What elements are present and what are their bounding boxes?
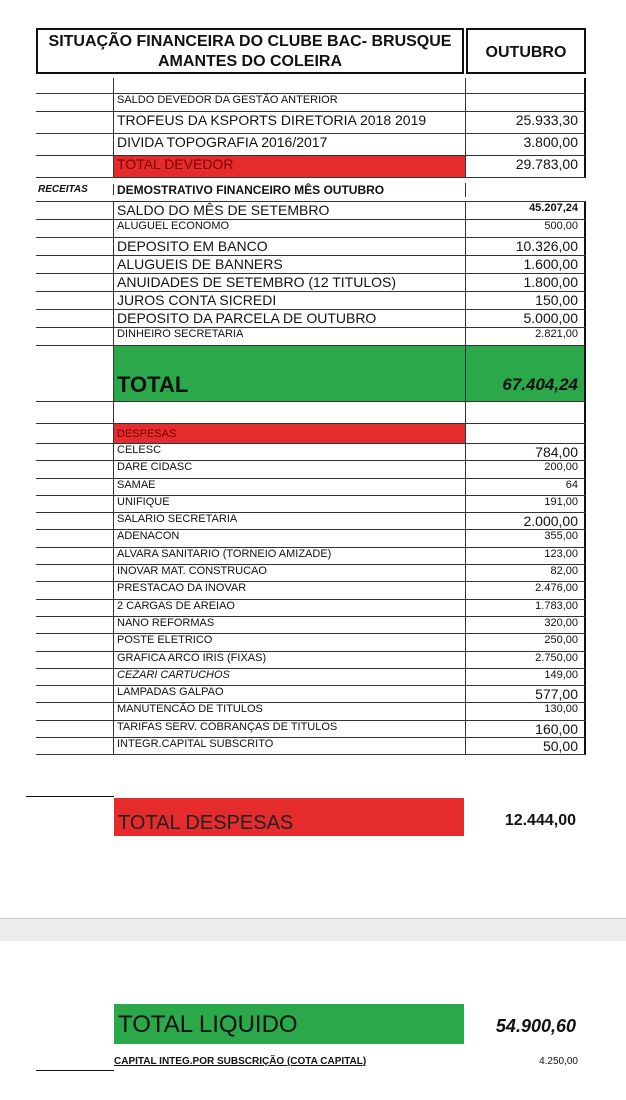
debt-total-label: TOTAL DEVEDOR — [114, 156, 466, 177]
row-value: 150,00 — [466, 292, 586, 309]
row-label: DARE CIDASC — [114, 461, 466, 477]
debt-total-row — [36, 156, 586, 178]
net-total-label: TOTAL LIQUIDO — [114, 1004, 464, 1044]
row-value: 320,00 — [466, 617, 586, 633]
row-value: 82,00 — [466, 565, 586, 581]
row-label: DEPOSITO DA PARCELA DE OUTUBRO — [114, 310, 466, 327]
row-label: CEZARI CARTUCHOS — [114, 669, 466, 685]
income-row — [36, 292, 586, 310]
debt-row — [36, 112, 586, 134]
row-label: SAMAE — [114, 479, 466, 495]
capital-label: CAPITAL INTEG.POR SUBSCRIÇÃO (COTA CAPITAL) — [114, 1056, 367, 1067]
expense-row — [36, 582, 586, 599]
expense-row — [36, 617, 586, 634]
total-expenses-value: 12.444,00 — [504, 812, 576, 829]
expense-row — [36, 652, 586, 669]
month-header: OUTUBRO — [466, 28, 586, 74]
page-separator — [0, 918, 626, 941]
row-value — [466, 94, 586, 111]
row-label: ALUGUEIS DE BANNERS — [114, 256, 466, 273]
row-label: JUROS CONTA SICREDI — [114, 292, 466, 309]
row-value: 2.750,00 — [466, 652, 586, 668]
income-row — [36, 220, 586, 238]
expense-row — [36, 548, 586, 565]
row-value: 500,00 — [466, 220, 586, 237]
divider — [36, 1070, 114, 1071]
expense-row — [36, 461, 586, 478]
row-label: PRESTACAO DA INOVAR — [114, 582, 466, 598]
row-value: 200,00 — [466, 461, 586, 477]
income-row — [36, 256, 586, 274]
financial-table — [36, 78, 586, 755]
income-row — [36, 274, 586, 292]
row-value: 130,00 — [466, 703, 586, 719]
expense-row — [36, 565, 586, 582]
row-value: 123,00 — [466, 548, 586, 564]
row-value: 2.476,00 — [466, 582, 586, 598]
row-label: GRAFICA ARCO IRIS (FIXAS) — [114, 652, 466, 668]
row-value: 25.933,30 — [466, 112, 586, 133]
row-value: 64 — [466, 479, 586, 495]
expense-row — [36, 738, 586, 755]
row-value: 149,00 — [466, 669, 586, 685]
row-label: CELESC — [114, 444, 466, 460]
row-label: LAMPADAS GALPAO — [114, 686, 466, 702]
row-value: 1.783,00 — [466, 600, 586, 616]
row-value: 1.600,00 — [466, 256, 586, 273]
debt-row — [36, 94, 586, 112]
title-line-2: AMANTES DO COLEIRA — [158, 53, 342, 70]
row-label: ADENACON — [114, 530, 466, 546]
row-label: INOVAR MAT. CONSTRUCAO — [114, 565, 466, 581]
row-label: DIVIDA TOPOGRAFIA 2016/2017 — [114, 134, 466, 155]
debt-row — [36, 134, 586, 156]
debt-total-value: 29.783,00 — [466, 156, 586, 177]
row-label: DINHEIRO SECRETARIA — [114, 328, 466, 345]
expense-row — [36, 444, 586, 461]
row-value: 3.800,00 — [466, 134, 586, 155]
row-value: 50,00 — [466, 738, 586, 754]
expense-heading: DESPESAS — [114, 424, 466, 443]
expense-row — [36, 669, 586, 686]
income-total-label: TOTAL — [114, 346, 466, 401]
row-label: ALVARA SANITARIO (TORNEIO AMIZADE) — [114, 548, 466, 564]
net-total-value: 54.900,60 — [495, 1016, 576, 1036]
expense-row — [36, 721, 586, 738]
expense-row — [36, 513, 586, 530]
expense-row — [36, 600, 586, 617]
income-total-value: 67.404,24 — [466, 346, 586, 401]
report-title — [36, 28, 464, 74]
row-value: 2.821,00 — [466, 328, 586, 345]
row-value: 1.800,00 — [466, 274, 586, 291]
row-label: INTEGR.CAPITAL SUBSCRITO — [114, 738, 466, 754]
row-value: 784,00 — [466, 444, 586, 460]
expense-heading-row — [36, 424, 586, 444]
row-label: 2 CARGAS DE AREIAO — [114, 600, 466, 616]
income-row — [36, 328, 586, 346]
row-label: ALUGUEL ECONOMO — [114, 220, 466, 237]
row-value: 10.326,00 — [466, 238, 586, 255]
capital-value: 4.250,00 — [539, 1056, 578, 1067]
expense-row — [36, 703, 586, 720]
row-label: NANO REFORMAS — [114, 617, 466, 633]
expense-row — [36, 496, 586, 513]
row-value: 250,00 — [466, 634, 586, 650]
row-label: SALDO DEVEDOR DA GESTÃO ANTERIOR — [114, 94, 466, 111]
income-row — [36, 310, 586, 328]
row-label: SALARIO SECRETARIA — [114, 513, 466, 529]
income-row — [36, 238, 586, 256]
spacer-row — [36, 78, 586, 94]
row-label: SALDO DO MÊS DE SETEMBRO — [114, 202, 466, 219]
row-label: DEPOSITO EM BANCO — [114, 238, 466, 255]
row-label: MANUTENCÃO DE TITULOS — [114, 703, 466, 719]
expense-row — [36, 479, 586, 496]
row-label: UNIFIQUE — [114, 496, 466, 512]
row-value: 45.207,24 — [466, 202, 586, 219]
divider — [26, 796, 114, 797]
spacer-row — [36, 402, 586, 424]
row-value: 160,00 — [466, 721, 586, 737]
expense-row — [36, 634, 586, 651]
receitas-label: RECEITAS — [36, 184, 114, 195]
expense-row — [36, 686, 586, 703]
row-value: 2.000,00 — [466, 513, 586, 529]
row-label: ANUIDADES DE SETEMBRO (12 TITULOS) — [114, 274, 466, 291]
row-value: 5.000,00 — [466, 310, 586, 327]
income-heading: DEMOSTRATIVO FINANCEIRO MÊS OUTUBRO — [114, 183, 466, 197]
income-row — [36, 202, 586, 220]
row-label: TROFEUS DA KSPORTS DIRETORIA 2018 2019 — [114, 112, 466, 133]
expense-row — [36, 530, 586, 547]
expense-list — [36, 444, 586, 755]
income-heading-row — [36, 178, 586, 202]
row-value: 191,00 — [466, 496, 586, 512]
row-value: 577,00 — [466, 686, 586, 702]
title-line-1: SITUAÇÃO FINANCEIRA DO CLUBE BAC- BRUSQUE — [48, 33, 452, 50]
row-value: 355,00 — [466, 530, 586, 546]
total-expenses-label: TOTAL DESPESAS — [114, 798, 464, 836]
row-label: TARIFAS SERV. COBRANÇAS DE TITULOS — [114, 721, 466, 737]
row-label: POSTE ELETRICO — [114, 634, 466, 650]
income-total-row — [36, 346, 586, 402]
